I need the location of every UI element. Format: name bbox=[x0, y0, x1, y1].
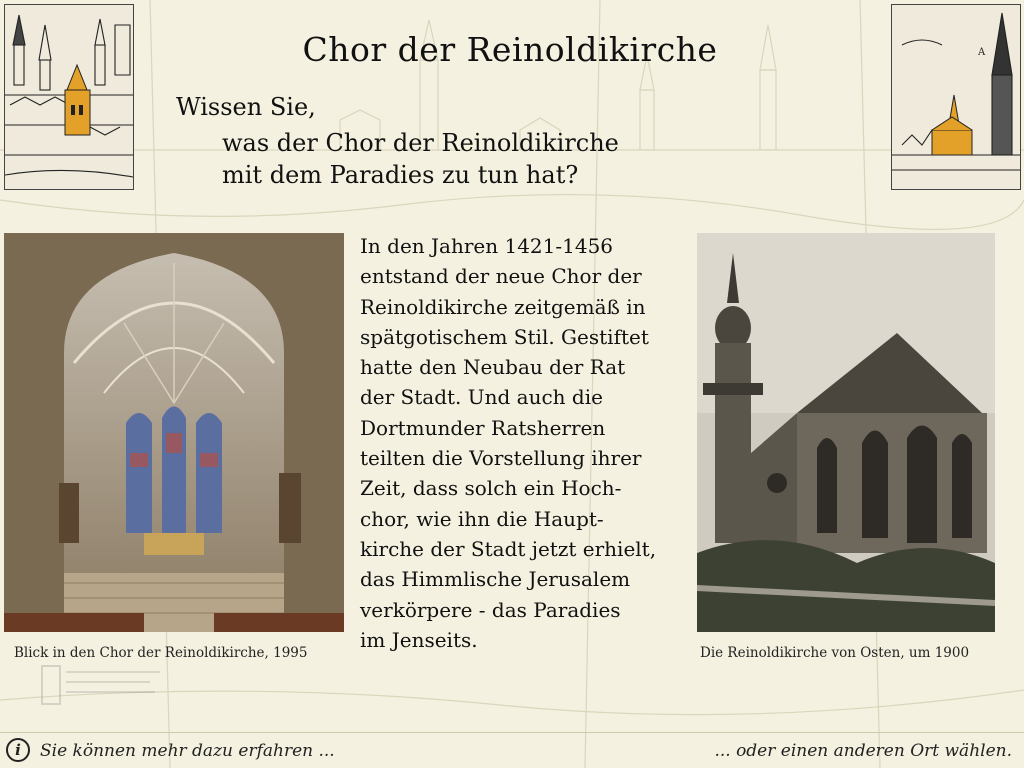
info-icon[interactable]: i bbox=[6, 738, 30, 762]
body-line: chor, wie ihn die Haupt- bbox=[360, 506, 604, 531]
body-line: Dortmunder Ratsherren bbox=[360, 415, 606, 440]
choose-other-place-link[interactable]: ... oder einen anderen Ort wählen. bbox=[714, 741, 1012, 761]
city-view-woodcut-right bbox=[891, 4, 1021, 190]
body-line: kirche der Stadt jetzt erhielt, bbox=[360, 536, 657, 561]
svg-text:A: A bbox=[978, 47, 986, 58]
city-view-woodcut-left bbox=[4, 4, 134, 190]
question-line-2: was der Chor der Reinoldikirche bbox=[222, 129, 619, 157]
body-line: verkörpere - das Paradies bbox=[360, 597, 621, 622]
question-line-1: Wissen Sie, bbox=[176, 93, 316, 121]
body-line: im Jenseits. bbox=[360, 627, 478, 652]
body-line: Reinoldikirche zeitgemäß in bbox=[360, 294, 646, 319]
body-line: In den Jahren 1421-1456 bbox=[360, 234, 614, 258]
caption-exterior: Die Reinoldikirche von Osten, um 1900 bbox=[700, 645, 970, 661]
church-exterior-photo bbox=[697, 233, 995, 632]
body-line: spätgotischem Stil. Gestiftet bbox=[360, 324, 649, 349]
caption-interior: Blick in den Chor der Reinoldikirche, 1995 bbox=[14, 645, 308, 661]
choir-interior-photo bbox=[4, 233, 344, 632]
body-line: der Stadt. Und auch die bbox=[360, 385, 603, 410]
body-line: das Himmlische Jerusalem bbox=[360, 567, 631, 592]
body-line: Zeit, dass solch ein Hoch- bbox=[360, 476, 622, 501]
museum-logo-watermark bbox=[40, 660, 170, 708]
body-line: hatte den Neubau der Rat bbox=[360, 355, 626, 380]
footer-divider bbox=[0, 732, 1024, 733]
body-line: entstand der neue Chor der bbox=[360, 264, 642, 289]
body-line: teilten die Vorstellung ihrer bbox=[360, 446, 642, 471]
body-text bbox=[360, 231, 680, 655]
more-info-link[interactable]: Sie können mehr dazu erfahren ... bbox=[40, 741, 335, 761]
question-line-3: mit dem Paradies zu tun hat? bbox=[222, 161, 579, 189]
page-title: Chor der Reinoldikirche bbox=[302, 30, 718, 69]
